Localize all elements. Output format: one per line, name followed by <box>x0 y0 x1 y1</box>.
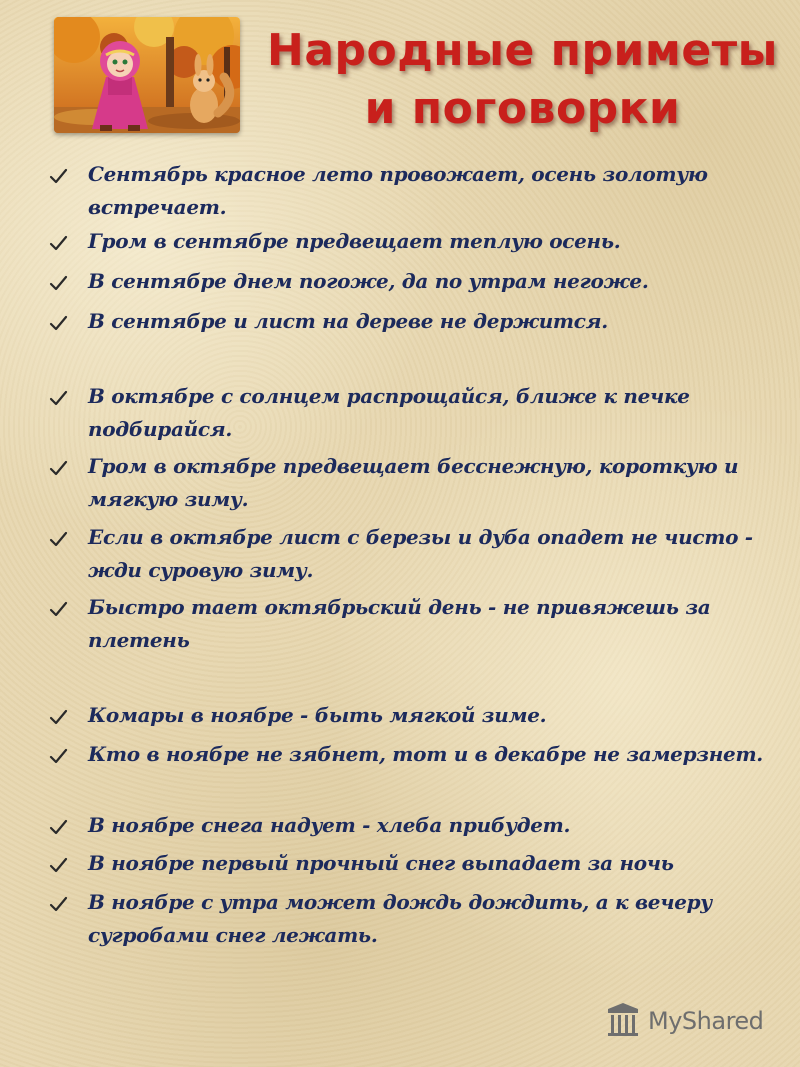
saying-item: Сентябрь красное лето провожает, осень золотую встречает. <box>88 162 708 219</box>
saying-item: Гром в сентябре предвещает теплую осень. <box>88 229 621 253</box>
check-icon <box>48 388 68 408</box>
saying-item: В ноябре с утра может дождь дождить, а к вечеру сугробами снег лежать. <box>88 890 712 947</box>
title-line-2: и поговорки <box>364 83 681 134</box>
check-icon <box>48 894 68 914</box>
check-icon <box>48 233 68 253</box>
saying-item: Быстро тает октябрьский день - не привяжешь за плетень <box>88 595 711 652</box>
saying-item: Гром в октябре предвещает бесснежную, короткую и мягкую зиму. <box>88 454 739 511</box>
check-icon <box>48 746 68 766</box>
saying-item: В сентябре днем погоже, да по утрам негоже. <box>88 269 649 293</box>
check-icon <box>48 166 68 186</box>
saying-item: Комары в ноябре - быть мягкой зиме. <box>88 703 547 727</box>
saying-item: Если в октябре лист с березы и дуба опадет не чисто - жди суровую зиму. <box>88 525 753 582</box>
saying-item: Кто в ноябре не зябнет, тот и в декабре не замерзнет. <box>88 742 763 766</box>
check-icon <box>48 599 68 619</box>
check-icon <box>48 273 68 293</box>
check-icon <box>48 458 68 478</box>
check-icon <box>48 313 68 333</box>
watermark-text: MyShared <box>648 1007 764 1035</box>
check-icon <box>48 529 68 549</box>
saying-item: В октябре с солнцем распрощайся, ближе к печке подбирайся. <box>88 384 690 441</box>
myshared-logo-icon <box>606 1003 642 1039</box>
check-icon <box>48 855 68 875</box>
check-icon <box>48 707 68 727</box>
saying-item: В сентябре и лист на дереве не держится. <box>88 309 608 333</box>
title-line-1: Народные приметы <box>267 25 778 76</box>
check-icon <box>48 817 68 837</box>
saying-item: В ноябре первый прочный снег выпадает за ночь <box>88 851 674 875</box>
saying-item: В ноябре снега надует - хлеба прибудет. <box>88 813 571 837</box>
myshared-watermark <box>606 1003 776 1043</box>
